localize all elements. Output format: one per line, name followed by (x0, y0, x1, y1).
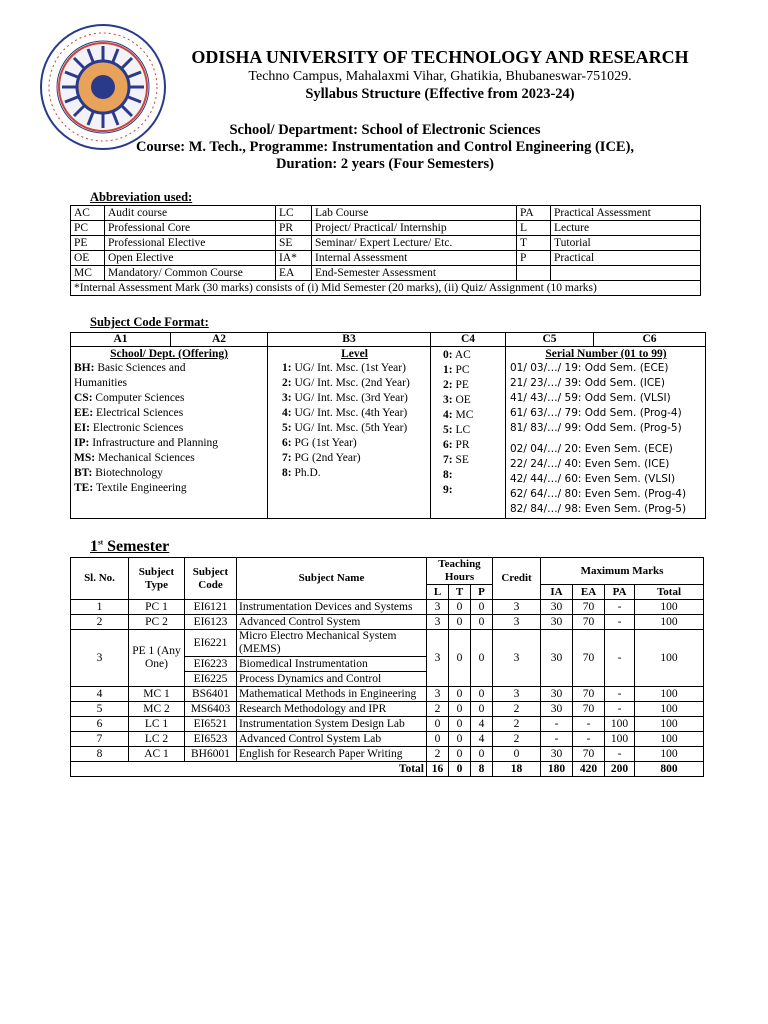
cell-credit: 3 (493, 600, 541, 615)
abbreviation-code: T (517, 236, 551, 251)
university-title: ODISHA UNIVERSITY OF TECHNOLOGY AND RESEARCH (191, 47, 689, 67)
type-item (443, 378, 502, 393)
sl-no: 3 (71, 630, 129, 687)
cell-pa: - (605, 615, 635, 630)
cell-p: 0 (471, 687, 493, 702)
cell-credit: 3 (493, 615, 541, 630)
table-row (71, 747, 704, 762)
type-item-value: PE (455, 379, 469, 391)
type-item-value: PC (455, 364, 470, 376)
school-item (74, 466, 264, 481)
subject-code: EI6225 (185, 672, 237, 687)
level-item-value: PG (2nd Year) (294, 452, 361, 464)
cell-credit: 3 (493, 687, 541, 702)
school-item-value: Textile Engineering (95, 482, 187, 494)
cell-t: 0 (449, 732, 471, 747)
abbreviation-row (71, 206, 701, 221)
abbreviation-code: PE (71, 236, 105, 251)
school-item-key: CS: (74, 392, 93, 404)
abbreviation-meaning: Professional Core (105, 221, 276, 236)
code-header-c6: C6 (594, 333, 706, 347)
sl-no: 1 (71, 600, 129, 615)
school-item-value: Electronic Sciences (92, 422, 184, 434)
level-item (282, 436, 427, 451)
type-item-value: OE (455, 394, 471, 406)
abbreviation-meaning: Audit course (105, 206, 276, 221)
type-item-key: 0: (443, 349, 453, 361)
cell-ea: 70 (573, 702, 605, 717)
type-item (443, 483, 502, 498)
table-row (71, 717, 704, 732)
col-ea: EA (573, 585, 605, 600)
cell-pa: - (605, 702, 635, 717)
cell-ea: - (573, 717, 605, 732)
col-subject-name: Subject Name (237, 558, 427, 600)
school-item-key: IP: (74, 437, 90, 449)
total-marks: 800 (635, 762, 704, 777)
total-pa: 200 (605, 762, 635, 777)
cell-l: 2 (427, 747, 449, 762)
cell-pa: - (605, 630, 635, 687)
subject-code: BH6001 (185, 747, 237, 762)
abbreviation-meaning (551, 266, 701, 281)
serial-item: 02/ 04/…/ 20: Even Sem. (ECE) (510, 443, 673, 455)
subject-code: EI6123 (185, 615, 237, 630)
code-header-b3: B3 (268, 333, 431, 347)
cell-credit: 2 (493, 702, 541, 717)
abbreviation-code: EA (276, 266, 312, 281)
total-ea: 420 (573, 762, 605, 777)
table-row (71, 600, 704, 615)
code-header-c5: C5 (506, 333, 594, 347)
col-maximum-marks: Maximum Marks (541, 558, 704, 585)
school-item (74, 361, 264, 376)
semester-title: 1st Semester (90, 538, 170, 555)
subject-type: MC 1 (129, 687, 185, 702)
level-item-key: 3: (282, 392, 292, 404)
total-l: 16 (427, 762, 449, 777)
level-item-value: UG/ Int. Msc. (2nd Year) (294, 377, 410, 389)
col-total: Total (635, 585, 704, 600)
abbreviation-meaning: Seminar/ Expert Lecture/ Etc. (312, 236, 517, 251)
cell-p: 4 (471, 732, 493, 747)
cell-t: 0 (449, 615, 471, 630)
cell-ea: 70 (573, 600, 605, 615)
subject-type: PC 1 (129, 600, 185, 615)
cell-p: 0 (471, 630, 493, 687)
cell-pa: 100 (605, 717, 635, 732)
abbreviation-label: Abbreviation used: (90, 190, 193, 204)
level-item-key: 7: (282, 452, 292, 464)
cell-l: 2 (427, 702, 449, 717)
abbreviation-meaning: Project/ Practical/ Internship (312, 221, 517, 236)
subject-code: EI6221 (185, 630, 237, 657)
col-p: P (471, 585, 493, 600)
col-teaching-hours: Teaching Hours (427, 558, 493, 585)
abbreviation-code: PR (276, 221, 312, 236)
level-item (282, 406, 427, 421)
level-item-value: UG/ Int. Msc. (3rd Year) (294, 392, 408, 404)
level-item-key: 4: (282, 407, 292, 419)
table-row (71, 615, 704, 630)
school-item-key: EI: (74, 422, 90, 434)
level-item (282, 421, 427, 436)
serial-item: 82/ 84/…/ 98: Even Sem. (Prog-5) (510, 503, 687, 515)
type-item-key: 4: (443, 409, 453, 421)
abbreviation-code (517, 266, 551, 281)
abbreviation-code: IA* (276, 251, 312, 266)
serial-title: Serial Number (01 to 99) (545, 348, 667, 360)
cell-ia: 30 (541, 702, 573, 717)
abbreviation-meaning: Mandatory/ Common Course (105, 266, 276, 281)
type-item (443, 468, 502, 483)
col-pa: PA (605, 585, 635, 600)
subject-name: Mathematical Methods in Engineering (237, 687, 427, 702)
abbreviation-code: L (517, 221, 551, 236)
type-item-key: 5: (443, 424, 453, 436)
cell-l: 3 (427, 630, 449, 687)
serial-item: 81/ 83/…/ 99: Odd Sem. (Prog-5) (510, 422, 682, 434)
subject-code: EI6223 (185, 657, 237, 672)
cell-ia: - (541, 732, 573, 747)
subject-name: Instrumentation System Design Lab (237, 717, 427, 732)
cell-credit: 3 (493, 630, 541, 687)
abbreviation-code: OE (71, 251, 105, 266)
table-row (71, 732, 704, 747)
total-credit: 18 (493, 762, 541, 777)
university-address: Techno Campus, Mahalaxmi Vihar, Ghatikia, Bhubaneswar-751029. (248, 69, 632, 84)
school-heading: School/ Department: School of Electronic Sciences (229, 122, 541, 138)
type-item-value: PR (455, 439, 470, 451)
col-l: L (427, 585, 449, 600)
cell-t: 0 (449, 702, 471, 717)
subject-type: LC 1 (129, 717, 185, 732)
level-item (282, 376, 427, 391)
total-label: Total (71, 762, 427, 777)
col-t: T (449, 585, 471, 600)
semester-table (70, 557, 704, 777)
subject-code-format-table (70, 332, 706, 519)
table-row (71, 687, 704, 702)
school-item-key: TE: (74, 482, 94, 494)
cell-p: 0 (471, 615, 493, 630)
subject-type: AC 1 (129, 747, 185, 762)
type-item (443, 363, 502, 378)
cell-l: 0 (427, 717, 449, 732)
cell-p: 0 (471, 702, 493, 717)
cell-ia: 30 (541, 630, 573, 687)
cell-ea: - (573, 732, 605, 747)
subject-code: EI6521 (185, 717, 237, 732)
level-item-key: 6: (282, 437, 292, 449)
cell-total: 100 (635, 702, 704, 717)
serial-item: 01/ 03/…/ 19: Odd Sem. (ECE) (510, 362, 669, 374)
sl-no: 7 (71, 732, 129, 747)
type-item (443, 423, 502, 438)
school-item (74, 481, 264, 496)
cell-total: 100 (635, 615, 704, 630)
cell-ia: 30 (541, 747, 573, 762)
cell-pa: - (605, 600, 635, 615)
level-item (282, 361, 427, 376)
school-item-value: Biotechnology (95, 467, 163, 479)
abbreviation-meaning: Practical (551, 251, 701, 266)
subject-name: English for Research Paper Writing (237, 747, 427, 762)
cell-total: 100 (635, 630, 704, 687)
level-cell (268, 347, 431, 519)
type-item-key: 8: (443, 469, 453, 481)
school-item-value: Humanities (74, 377, 128, 389)
type-item-value: AC (454, 349, 471, 361)
cell-ea: 70 (573, 630, 605, 687)
serial-item: 21/ 23/…/ 39: Odd Sem. (ICE) (510, 377, 665, 389)
level-item-key: 5: (282, 422, 292, 434)
col-sl-no: Sl. No. (71, 558, 129, 600)
level-item-key: 2: (282, 377, 292, 389)
level-item-value: UG/ Int. Msc. (5th Year) (294, 422, 408, 434)
subject-type: MC 2 (129, 702, 185, 717)
type-item-key: 3: (443, 394, 453, 406)
cell-ea: 70 (573, 615, 605, 630)
type-item-key: 2: (443, 379, 453, 391)
level-item-key: 8: (282, 467, 292, 479)
subject-code: EI6523 (185, 732, 237, 747)
sl-no: 5 (71, 702, 129, 717)
cell-t: 0 (449, 630, 471, 687)
type-item-key: 9: (443, 484, 453, 496)
subject-name: Advanced Control System Lab (237, 732, 427, 747)
col-subject-code: Subject Code (185, 558, 237, 600)
type-item-value: LC (455, 424, 471, 436)
school-item (74, 391, 264, 406)
subject-name: Biomedical Instrumentation (237, 657, 427, 672)
cell-credit: 2 (493, 717, 541, 732)
total-t: 0 (449, 762, 471, 777)
type-item (443, 408, 502, 423)
level-item-value: UG/ Int. Msc. (1st Year) (294, 362, 406, 374)
abbreviation-code: PC (71, 221, 105, 236)
type-item-value: MC (455, 409, 474, 421)
cell-l: 0 (427, 732, 449, 747)
level-item (282, 451, 427, 466)
cell-pa: - (605, 687, 635, 702)
abbreviation-code: LC (276, 206, 312, 221)
cell-t: 0 (449, 717, 471, 732)
cell-pa: 100 (605, 732, 635, 747)
school-item-value: Computer Sciences (95, 392, 185, 404)
cell-p: 0 (471, 600, 493, 615)
type-cell (431, 347, 506, 519)
serial-cell (506, 347, 706, 519)
cell-ia: 30 (541, 615, 573, 630)
level-title: Level (341, 348, 368, 360)
type-item (443, 453, 502, 468)
code-header-c4: C4 (431, 333, 506, 347)
school-item-value: Basic Sciences and (97, 362, 186, 374)
cell-pa: - (605, 747, 635, 762)
school-item-value: Electrical Sciences (96, 407, 184, 419)
serial-item: 42/ 44/…/ 60: Even Sem. (VLSI) (510, 473, 676, 485)
serial-item: 62/ 64/…/ 80: Even Sem. (Prog-4) (510, 488, 687, 500)
sl-no: 8 (71, 747, 129, 762)
abbreviation-meaning: Practical Assessment (551, 206, 701, 221)
school-item-key: MS: (74, 452, 96, 464)
cell-t: 0 (449, 687, 471, 702)
total-ia: 180 (541, 762, 573, 777)
type-item (443, 438, 502, 453)
subject-name: Process Dynamics and Control (237, 672, 427, 687)
cell-total: 100 (635, 747, 704, 762)
cell-t: 0 (449, 747, 471, 762)
type-item (443, 393, 502, 408)
abbreviation-footnote: *Internal Assessment Mark (30 marks) consists of (i) Mid Semester (20 marks), (ii) Quiz/ Assignment (10 marks) (71, 281, 701, 296)
code-header-a2: A2 (171, 333, 268, 347)
level-item-key: 1: (282, 362, 292, 374)
cell-t: 0 (449, 600, 471, 615)
abbreviation-row (71, 221, 701, 236)
subject-name: Research Methodology and IPR (237, 702, 427, 717)
type-item-value: SE (455, 454, 469, 466)
abbreviation-code: AC (71, 206, 105, 221)
abbreviation-meaning: Open Elective (105, 251, 276, 266)
school-item-key: BT: (74, 467, 93, 479)
serial-item: 22/ 24/…/ 40: Even Sem. (ICE) (510, 458, 670, 470)
cell-total: 100 (635, 600, 704, 615)
abbreviation-meaning: Professional Elective (105, 236, 276, 251)
col-credit: Credit (493, 558, 541, 600)
serial-item: 61/ 63/…/ 79: Odd Sem. (Prog-4) (510, 407, 682, 419)
total-p: 8 (471, 762, 493, 777)
abbreviation-code: SE (276, 236, 312, 251)
cell-ia: 30 (541, 600, 573, 615)
sl-no: 2 (71, 615, 129, 630)
cell-total: 100 (635, 687, 704, 702)
duration-heading: Duration: 2 years (Four Semesters) (276, 156, 494, 172)
abbreviation-meaning: Internal Assessment (312, 251, 517, 266)
col-ia: IA (541, 585, 573, 600)
code-header-a1: A1 (71, 333, 171, 347)
subject-type: PE 1 (Any One) (129, 630, 185, 687)
subject-code: BS6401 (185, 687, 237, 702)
subject-type: PC 2 (129, 615, 185, 630)
abbreviation-code: PA (517, 206, 551, 221)
school-dept-title: School/ Dept. (Offering) (110, 348, 228, 360)
school-item (74, 376, 264, 391)
course-heading: Course: M. Tech., Programme: Instrumentation and Control Engineering (ICE), (135, 139, 635, 155)
school-dept-cell (71, 347, 268, 519)
cell-l: 3 (427, 600, 449, 615)
abbreviation-row (71, 236, 701, 251)
level-item (282, 466, 427, 481)
subject-name: Instrumentation Devices and Systems (237, 600, 427, 615)
serial-item: 41/ 43/…/ 59: Odd Sem. (VLSI) (510, 392, 671, 404)
school-item-key: BH: (74, 362, 95, 374)
cell-ea: 70 (573, 687, 605, 702)
abbreviation-meaning: Tutorial (551, 236, 701, 251)
cell-credit: 2 (493, 732, 541, 747)
type-item-key: 1: (443, 364, 453, 376)
level-item-value: PG (1st Year) (294, 437, 357, 449)
school-item-value: Mechanical Sciences (97, 452, 195, 464)
abbreviation-meaning: Lecture (551, 221, 701, 236)
level-item-value: Ph.D. (294, 467, 321, 479)
abbreviation-table (70, 205, 701, 296)
cell-total: 100 (635, 717, 704, 732)
cell-total: 100 (635, 732, 704, 747)
school-item-key: EE: (74, 407, 94, 419)
cell-ia: - (541, 717, 573, 732)
cell-p: 4 (471, 717, 493, 732)
school-item (74, 406, 264, 421)
subject-code: EI6121 (185, 600, 237, 615)
subject-name: Micro Electro Mechanical System (MEMS) (237, 630, 427, 657)
sl-no: 4 (71, 687, 129, 702)
table-row (71, 702, 704, 717)
school-item (74, 421, 264, 436)
abbreviation-row (71, 251, 701, 266)
school-item-value: Infrastructure and Planning (92, 437, 219, 449)
subject-code-format-label: Subject Code Format: (90, 315, 209, 329)
cell-p: 0 (471, 747, 493, 762)
abbreviation-code: P (517, 251, 551, 266)
subject-type: LC 2 (129, 732, 185, 747)
table-row (71, 630, 704, 657)
abbreviation-meaning: Lab Course (312, 206, 517, 221)
type-item-key: 6: (443, 439, 453, 451)
abbreviation-code: MC (71, 266, 105, 281)
cell-ia: 30 (541, 687, 573, 702)
level-item (282, 391, 427, 406)
sl-no: 6 (71, 717, 129, 732)
subject-name: Advanced Control System (237, 615, 427, 630)
cell-l: 3 (427, 687, 449, 702)
type-item (443, 348, 502, 363)
abbreviation-row (71, 266, 701, 281)
col-subject-type: Subject Type (129, 558, 185, 600)
level-item-value: UG/ Int. Msc. (4th Year) (294, 407, 408, 419)
total-row (71, 762, 704, 777)
syllabus-structure-title: Syllabus Structure (Effective from 2023-24) (305, 86, 575, 102)
school-item (74, 436, 264, 451)
abbreviation-meaning: End-Semester Assessment (312, 266, 517, 281)
subject-code: MS6403 (185, 702, 237, 717)
cell-ea: 70 (573, 747, 605, 762)
cell-l: 3 (427, 615, 449, 630)
school-item (74, 451, 264, 466)
type-item-key: 7: (443, 454, 453, 466)
cell-credit: 0 (493, 747, 541, 762)
